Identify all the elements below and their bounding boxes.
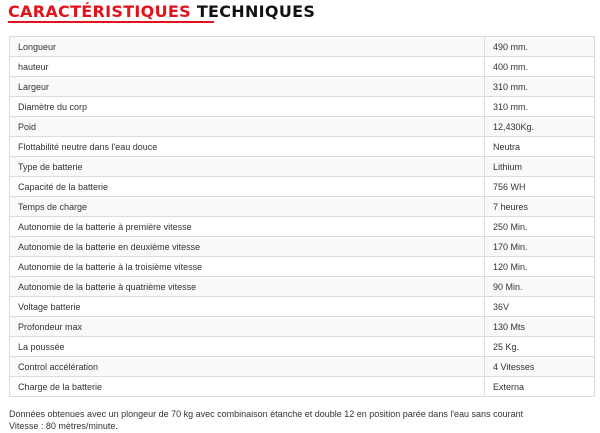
spec-label: Autonomie de la batterie à quatrième vitesse xyxy=(10,277,485,297)
table-row xyxy=(10,57,595,77)
spec-label: Charge de la batterie xyxy=(10,377,485,397)
table-row xyxy=(10,317,595,337)
spec-value: 170 Min. xyxy=(485,237,595,257)
table-row xyxy=(10,377,595,397)
table-row xyxy=(10,297,595,317)
title-main: TECHNIQUES xyxy=(196,2,316,21)
table-row xyxy=(10,117,595,137)
specs-table-body xyxy=(10,37,595,397)
spec-label: Control accélération xyxy=(10,357,485,377)
spec-label: Profondeur max xyxy=(10,317,485,337)
page-title xyxy=(8,1,315,23)
spec-label: Poid xyxy=(10,117,485,137)
spec-value: 756 WH xyxy=(485,177,595,197)
spec-value: 310 mm. xyxy=(485,77,595,97)
table-row xyxy=(10,97,595,117)
spec-label: Diamètre du corp xyxy=(10,97,485,117)
spec-value: 130 Mts xyxy=(485,317,595,337)
spec-value: 12,430Kg. xyxy=(485,117,595,137)
table-row xyxy=(10,37,595,57)
table-row xyxy=(10,217,595,237)
spec-label: Type de batterie xyxy=(10,157,485,177)
spec-label: Largeur xyxy=(10,77,485,97)
spec-label: Longueur xyxy=(10,37,485,57)
spec-value: 7 heures xyxy=(485,197,595,217)
table-row xyxy=(10,197,595,217)
table-row xyxy=(10,137,595,157)
table-row xyxy=(10,237,595,257)
spec-value: 310 mm. xyxy=(485,97,595,117)
spec-value: 250 Min. xyxy=(485,217,595,237)
table-row xyxy=(10,77,595,97)
spec-value: 120 Min. xyxy=(485,257,595,277)
spec-label: Autonomie de la batterie à première vitesse xyxy=(10,217,485,237)
specs-table xyxy=(9,36,595,397)
spec-label: Temps de charge xyxy=(10,197,485,217)
table-row xyxy=(10,337,595,357)
title-accent: CARACTÉRISTIQUES xyxy=(8,2,191,21)
spec-label: hauteur xyxy=(10,57,485,77)
spec-value: Neutra xyxy=(485,137,595,157)
spec-value: 400 mm. xyxy=(485,57,595,77)
spec-label: Autonomie de la batterie à la troisième vitesse xyxy=(10,257,485,277)
table-row xyxy=(10,177,595,197)
spec-value: 4 Vitesses xyxy=(485,357,595,377)
table-row xyxy=(10,357,595,377)
spec-label: Autonomie de la batterie en deuxième vitesse xyxy=(10,237,485,257)
footnote-line-1: Données obtenues avec un plongeur de 70 kg avec combinaison étanche et double 12 en position parée dans l'eau sans courant xyxy=(9,409,524,419)
spec-value: 36V xyxy=(485,297,595,317)
table-row xyxy=(10,157,595,177)
spec-label: Flottabilité neutre dans l'eau douce xyxy=(10,137,485,157)
spec-value: Externa xyxy=(485,377,595,397)
spec-value: 490 mm. xyxy=(485,37,595,57)
spec-value: 25 Kg. xyxy=(485,337,595,357)
footnote xyxy=(9,408,597,432)
spec-value: Lithium xyxy=(485,157,595,177)
spec-value: 90 Min. xyxy=(485,277,595,297)
spec-label: La poussée xyxy=(10,337,485,357)
spec-label: Capacité de la batterie xyxy=(10,177,485,197)
table-row xyxy=(10,257,595,277)
table-row xyxy=(10,277,595,297)
footnote-line-2: Vitesse : 80 mètres/minute. xyxy=(9,421,118,431)
title-underline xyxy=(8,21,214,23)
spec-label: Voltage batterie xyxy=(10,297,485,317)
